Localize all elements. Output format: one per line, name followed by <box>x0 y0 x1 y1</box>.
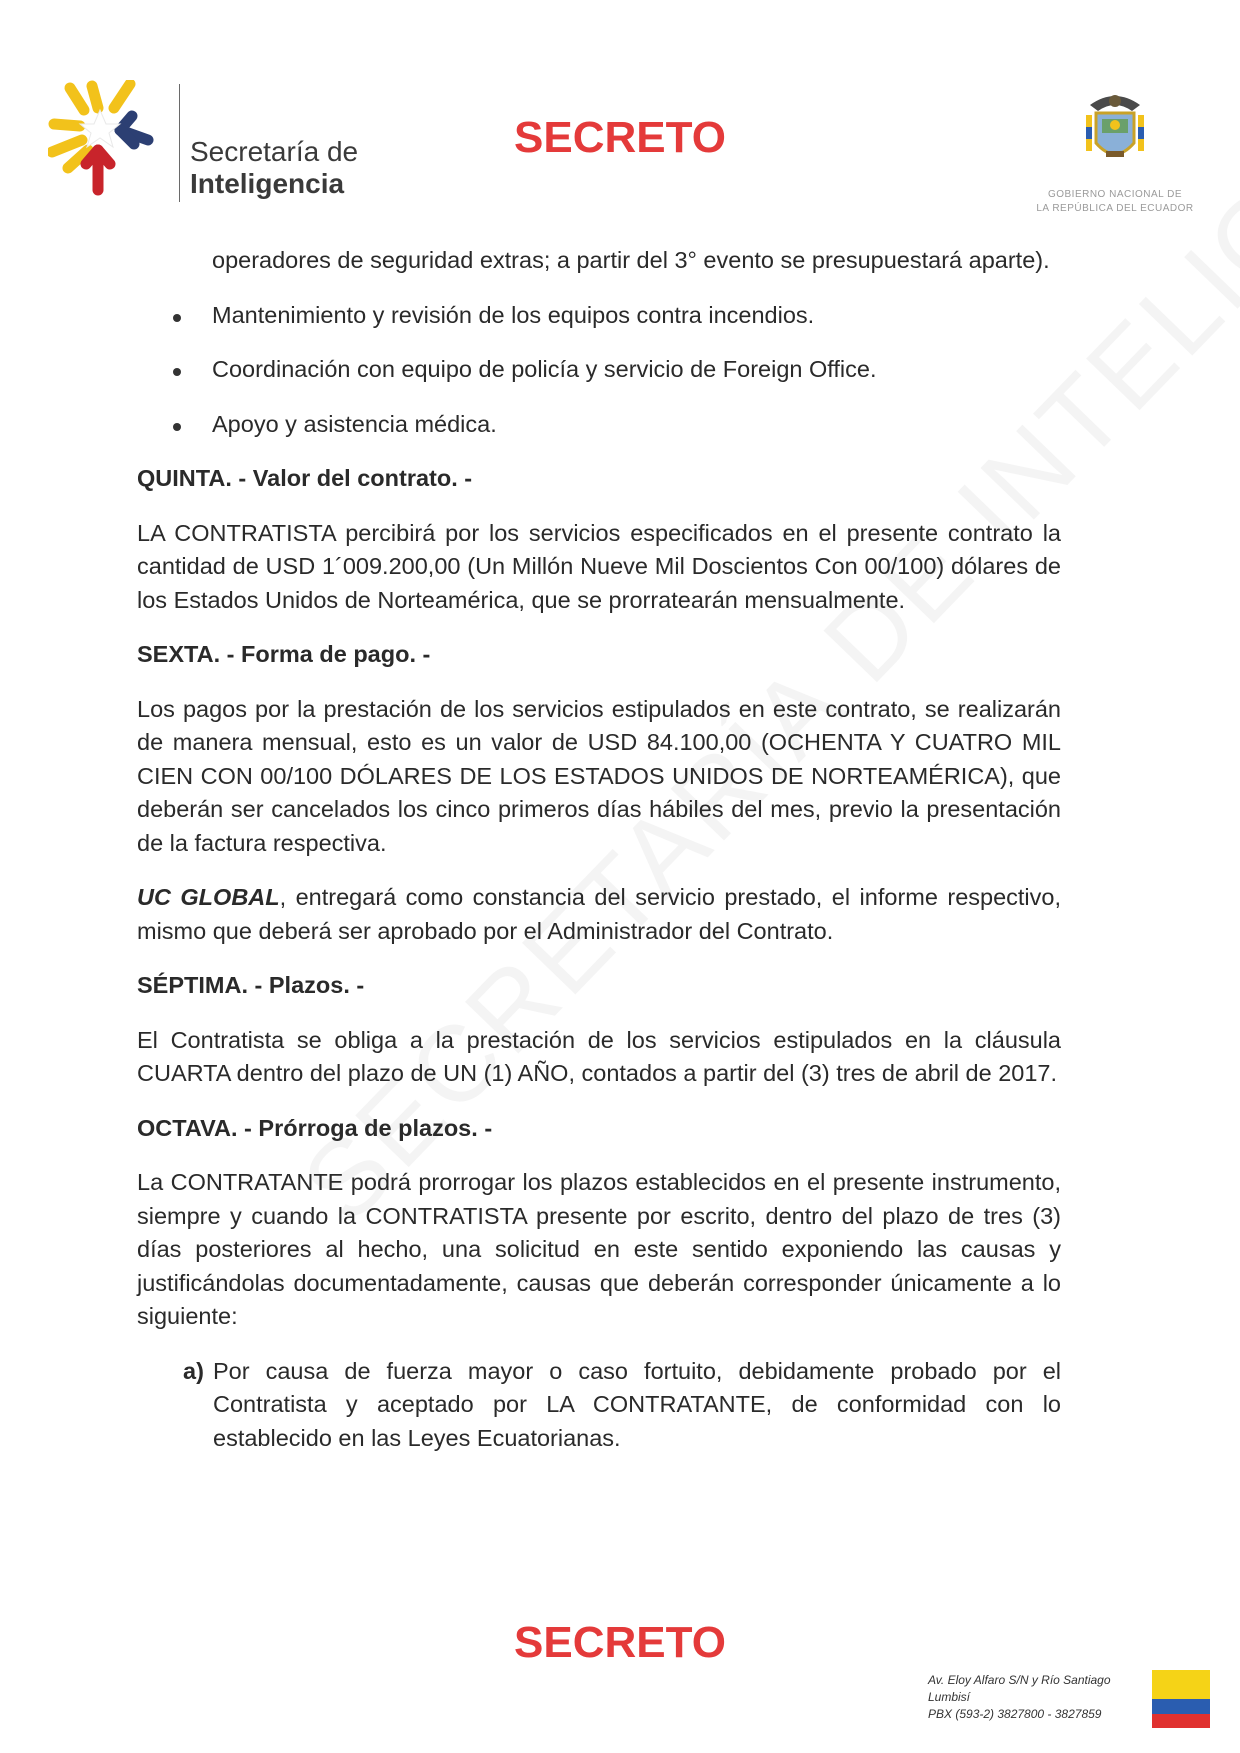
clause-text-sexta: Los pagos por la prestación de los servicios estipulados en este contrato, se realizarán de manera mensual, esto es un valor de USD 84.100,00 (OCHENTA Y CUATRO MIL CIEN CON 00/100 DÓLARES DE LOS ESTADOS UNIDOS DE NORTEAMÉRICA), que deberán ser cancelados los cinco primeros días hábiles del mes, previo la presentación de la factura respectiva. <box>137 695 1061 856</box>
list-text-a: Por causa de fuerza mayor o caso fortuito, debidamente probado por el Contratista y aceptado por LA CONTRATANTE, de conformidad con lo establecido en las Leyes Ecuatorianas. <box>213 1357 1061 1451</box>
bullet-text: Apoyo y asistencia médica. <box>212 410 497 437</box>
ucglobal-name: UC GLOBAL <box>137 884 280 910</box>
bullet-text: Coordinación con equipo de policía y servicio de Foreign Office. <box>212 356 877 382</box>
phone-line: PBX (593-2) 3827800 - 3827859 <box>928 1707 1102 1721</box>
coat-of-arms-icon <box>1080 85 1150 170</box>
government-caption-line2: LA REPÚBLICA DEL ECUADOR <box>1036 203 1194 214</box>
bullet-dot-icon <box>173 368 181 376</box>
bullet-item <box>137 408 1061 442</box>
government-caption <box>1010 188 1220 216</box>
bullet-item <box>137 299 1061 333</box>
list-item-a <box>137 1355 1061 1456</box>
logo-text-inteligencia: Inteligencia <box>190 168 345 199</box>
classification-stamp-bottom: SECRETO <box>514 1618 726 1667</box>
bullet-item <box>137 353 1061 387</box>
flag-blue-band <box>1152 1699 1210 1714</box>
clause-text-quinta: LA CONTRATISTA percibirá por los servicios especificados en el presente contrato la cantidad de USD 1´009.200,00 (Un Millón Nueve Mil Doscientos Con 00/100) dólares de los Estados Unidos de Norteamérica, que se prorratearán mensualmente. <box>137 519 1061 613</box>
contract-body <box>137 244 1061 1455</box>
address-line2: Lumbisí <box>928 1690 971 1704</box>
list-marker-a: a) <box>183 1357 204 1384</box>
ucglobal-paragraph <box>137 881 1061 948</box>
clause-text-septima: El Contratista se obliga a la prestación de los servicios estipulados en la cláusula CUARTA dentro del plazo de UN (1) AÑO, contados a partir del (3) tres de abril de 2017. <box>137 1026 1061 1086</box>
bullet-text: Mantenimiento y revisión de los equipos contra incendios. <box>212 301 815 328</box>
bullet-dot-icon <box>173 423 181 431</box>
flag-red-band <box>1152 1714 1210 1728</box>
clause-heading-octava: OCTAVA. - Prórroga de plazos. - <box>137 1114 493 1141</box>
footer-address <box>928 1672 1111 1723</box>
classification-stamp-top: SECRETO <box>514 113 726 162</box>
bullet-dot-icon <box>173 314 181 322</box>
clause-heading-quinta: QUINTA. - Valor del contrato. - <box>137 465 473 491</box>
logo-text-secretaria: Secretaría de <box>190 136 359 167</box>
clause-text-octava: La CONTRATANTE podrá prorrogar los plazos establecidos en el presente instrumento, siempre y cuando la CONTRATISTA presente por escrito, dentro del plazo de tres (3) días posteriores al hecho, una solicitud en este sentido exponiendo las causas y justificándolas documentadamente, causas que deberán corresponder únicamente a lo siguiente: <box>137 1169 1061 1329</box>
ecuador-flag-icon <box>1152 1670 1210 1728</box>
clause-heading-sexta: SEXTA. - Forma de pago. - <box>137 641 431 667</box>
government-caption-line1: GOBIERNO NACIONAL DE <box>1047 189 1183 200</box>
address-line1: Av. Eloy Alfaro S/N y Río Santiago <box>928 1673 1111 1687</box>
flag-yellow-band <box>1152 1670 1210 1699</box>
clause-heading-septima: SÉPTIMA. - Plazos. - <box>137 972 365 998</box>
continuation-paragraph: operadores de seguridad extras; a partir del 3° evento se presupuestará aparte). <box>212 247 1050 273</box>
ucglobal-text: , entregará como constancia del servicio prestado, el informe respectivo, mismo que deberá ser aprobado por el Administrador del Contrato. <box>137 884 1062 944</box>
